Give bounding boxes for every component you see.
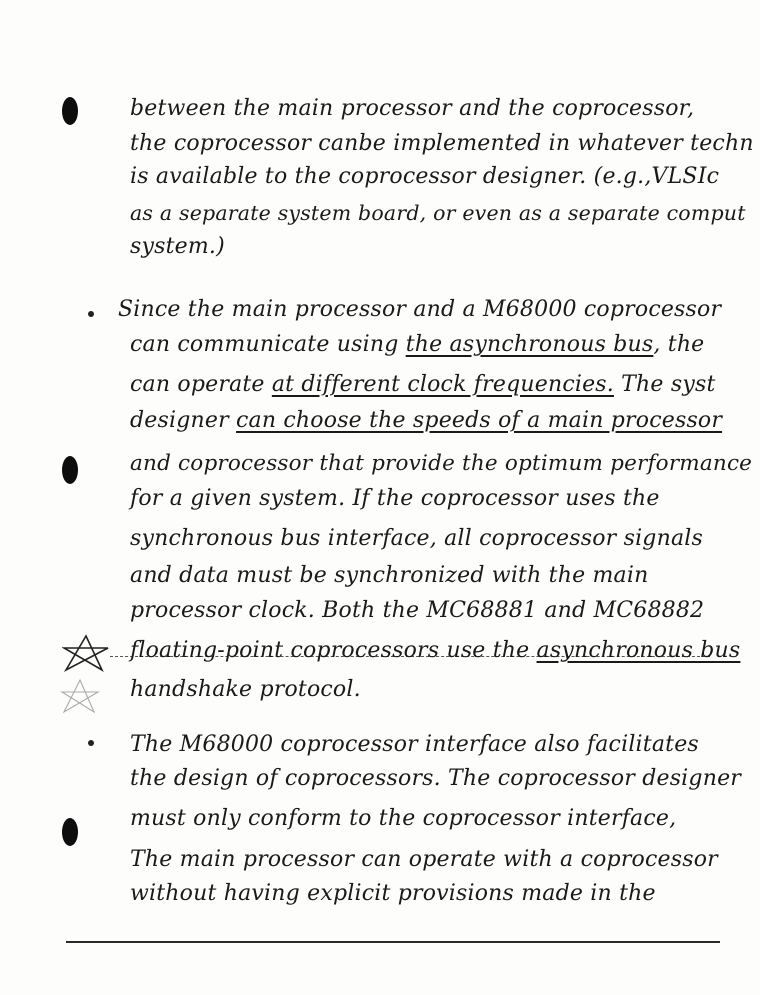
text-line: The main processor can operate with a coprocessor bbox=[130, 847, 718, 872]
text-line: the design of coprocessors. The coprocessor designer bbox=[130, 766, 742, 791]
binder-hole-middle bbox=[62, 456, 78, 484]
text-line: synchronous bus interface, all coprocessor signals bbox=[130, 526, 703, 551]
text-line: for a given system. If the coprocessor uses the bbox=[130, 486, 660, 511]
text-line-underlined: designer can choose the speeds of a main processor bbox=[130, 408, 723, 433]
text-line: the coprocessor canbe implemented in whatever techn bbox=[130, 131, 754, 156]
text-line: must only conform to the coprocessor interface, bbox=[130, 806, 677, 831]
bullet-point bbox=[88, 311, 94, 317]
text-line-underlined: can operate at different clock frequencies. The syst bbox=[130, 372, 716, 397]
text-line: without having explicit provisions made in the bbox=[130, 881, 656, 906]
binder-hole-top bbox=[62, 97, 78, 125]
bottom-rule bbox=[66, 941, 720, 943]
bullet-point bbox=[88, 740, 94, 746]
text-line: handshake protocol. bbox=[130, 677, 361, 702]
text-line-underlined: floating-point coprocessors use the asynchronous bus bbox=[130, 638, 741, 663]
text-line: Since the main processor and a M68000 coprocessor bbox=[118, 297, 722, 322]
text-line-underlined: can communicate using the asynchronous bus, the bbox=[130, 332, 705, 357]
faint-star-mark-icon bbox=[60, 676, 100, 716]
text-line: and coprocessor that provide the optimum performance bbox=[130, 451, 753, 476]
text-line: and data must be synchronized with the main bbox=[130, 563, 649, 588]
text-line: as a separate system board, or even as a separate comput bbox=[130, 201, 746, 225]
binder-hole-bottom bbox=[62, 818, 78, 846]
text-line: is available to the coprocessor designer. (e.g.,VLSIc bbox=[130, 164, 720, 189]
text-line: system.) bbox=[130, 234, 225, 259]
text-line: The M68000 coprocessor interface also facilitates bbox=[130, 732, 699, 757]
text-line: between the main processor and the coprocessor, bbox=[130, 96, 695, 121]
star-mark-icon bbox=[62, 634, 110, 674]
text-line: processor clock. Both the MC68881 and MC68882 bbox=[130, 598, 705, 623]
